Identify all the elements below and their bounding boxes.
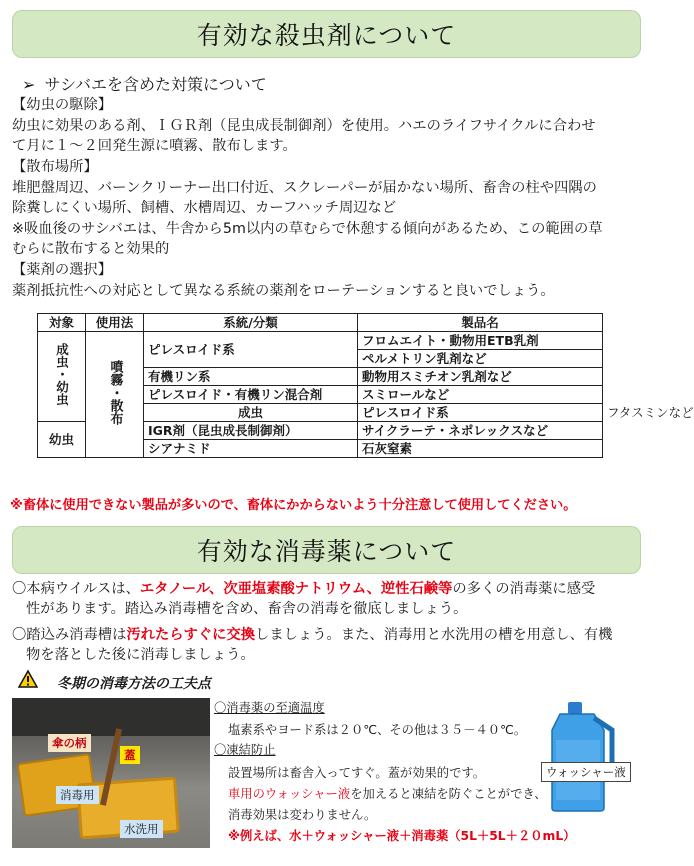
para-note-line1: ※吸血後のサシバエは、牛舎から5m以内の草むらで休憩する傾向があるため、この範囲の草 [12,221,603,237]
label-umbrella-handle: 傘の柄 [48,734,91,752]
disinfect-para1-line2: 性があります。踏込み消毒槽を含め、畜舎の消毒を徹底しましょう。 [26,601,468,617]
product-cell: 動物用スミチオン乳剤など [358,368,603,386]
method-cell [86,332,144,458]
winter-heading [18,670,211,693]
system-cell: シアナミド [144,440,358,458]
para-larva-heading: 【幼虫の駆除】 [12,97,113,113]
winter-heading-text: 冬期の消毒方法の工夫点 [56,676,211,692]
para1-suffix: の多くの消毒薬に感受 [452,581,596,597]
system-cell: ピレスロイド系 [144,332,358,368]
para-larva-line1: 幼虫に効果のある剤、ＩＧＲ剤（昆虫成長制御剤）を使用。ハエのライフサイクルに合わせ [12,118,596,134]
para-place-line2: 除糞しにくい場所、飼槽、水槽周辺、カーフハッチ周辺など [12,200,397,216]
insecticide-table [37,313,694,458]
temp-heading: 〇消毒薬の至適温度 [214,701,325,715]
system-cell: ピレスロイド・有機リン混合剤 [144,386,358,404]
warning-triangle-icon [18,670,38,692]
product-cell: サイクラーテ・ネポレックスなど [358,422,603,440]
para-place-heading: 【散布場所】 [12,159,98,175]
para2-suffix: しましょう。また、消毒用と水洗用の槽を用意し、有機 [255,627,613,643]
para2-highlight: 汚れたらすぐに交換 [126,627,256,643]
product-cell: スミロールなど [358,386,603,404]
product-cell: フロムエイト・動物用ETB乳剤 [358,332,603,350]
freeze-text3: 消毒効果は変わりません。 [228,808,377,822]
system-cell: 有機リン系 [144,368,358,386]
target-adult: 成虫 [144,404,358,422]
subheading-text: サシバエを含めた対策について [44,75,267,94]
washer-bottle [538,700,628,812]
para2-prefix: 〇踏込み消毒槽は [12,627,127,643]
section-title-text: 有効な消毒薬について [196,537,457,566]
table-row [38,332,603,350]
para-select-line1: 薬剤抵抗性への対応として異なる系統の薬剤をローテーションすると良いでしょう。 [12,283,555,299]
bottle-icon [538,700,628,812]
photo-wall [12,698,210,736]
label-wash: 水洗用 [120,820,163,838]
arrow-bullet-icon: ➢ [22,75,36,94]
para1-highlight: エタノール、次亜塩素酸ナトリウム、逆性石鹸等 [139,581,453,597]
method-text: 噴霧・散布 [107,360,123,425]
disinfect-para1-line1 [12,580,595,598]
para-place-line1: 堆肥盤周辺、バーンクリーナー出口付近、スクレーパーが届かない場所、畜舎の柱や四隅の [12,180,597,196]
table-header: 対象 [38,314,86,332]
freeze-heading: 〇凍結防止 [214,743,276,757]
freeze-text2 [228,786,547,803]
label-disinfect: 消毒用 [56,786,99,804]
table-row: 成虫 ピレスロイド系 フタスミンなど [38,404,603,422]
table-header-row [38,314,603,332]
para-note-line2: むらに散布すると効果的 [12,241,170,257]
system-cell: IGR剤（昆虫成長制御剤） [144,422,358,440]
subheading [22,72,267,95]
para-select-heading: 【薬剤の選択】 [12,262,113,278]
para1-prefix: 〇本病ウイルスは、 [12,581,140,597]
para-larva-line2: て月に１～２回発生源に噴霧、散布します。 [12,138,297,154]
product-cell: 石灰窒素 [358,440,603,458]
disinfect-para2-line2: 物を落とした後に消毒しましょう。 [26,647,255,663]
disinfect-para2-line1 [12,626,612,644]
section-title-disinfectant [12,526,641,574]
system-cell: ピレスロイド系 [358,404,603,422]
table-header: 系統/分類 [144,314,358,332]
example-text: ※例えば、水＋ウォッシャー液＋消毒薬（5L＋5L＋２０mL） [228,829,576,843]
target-adult-larva [38,332,86,422]
label-washer: ウォッシャー液 [541,762,631,782]
table-header: 製品名 [358,314,603,332]
section-title-text: 有効な殺虫剤について [196,21,457,50]
section-title-insecticide [12,10,641,58]
freeze-text2-rest: を加えると凍結を防ぐことができ、 [350,787,547,801]
footbath-photo [12,698,210,848]
temp-text: 塩素系やヨード系は２０℃、その他は３５－４０℃。 [228,723,527,737]
product-cell: ペルメトリン乳剤など [358,350,603,368]
target-larva: 幼虫 [38,422,86,458]
freeze-text: 設置場所は畜舎入ってすぐ。蓋が効果的です。 [228,766,486,780]
freeze-red: 車用のウォッシャー液 [228,787,351,801]
table-header: 使用法 [86,314,144,332]
label-lid: 蓋 [120,746,140,764]
warning-text: ※畜体に使用できない製品が多いので、畜体にかからないよう十分注意して使用してください。 [10,498,577,513]
target-adult-larva-text: 成虫・幼虫 [54,343,70,406]
